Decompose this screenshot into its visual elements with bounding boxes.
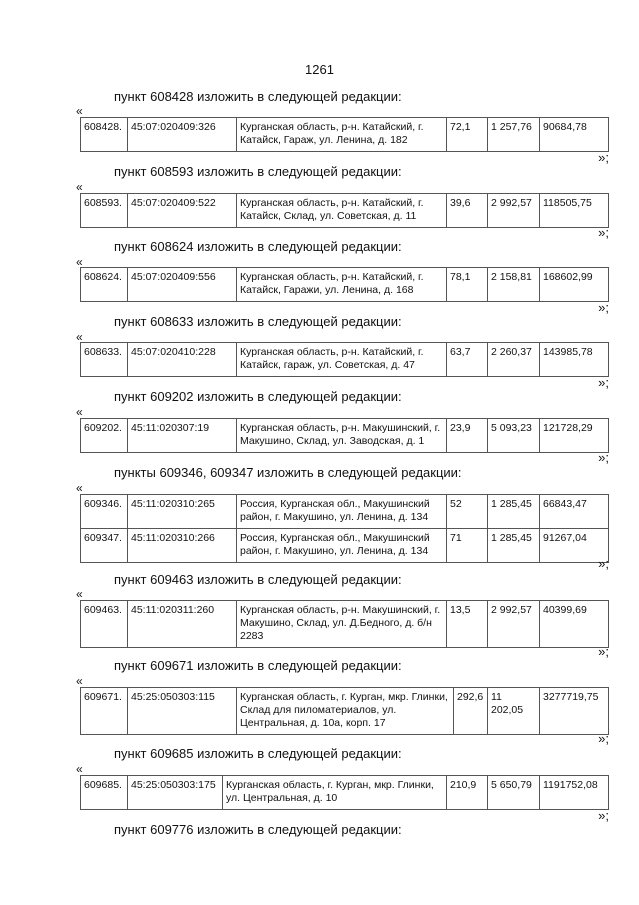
price-cell: 5 650,79 bbox=[488, 776, 540, 810]
table-row bbox=[81, 776, 609, 810]
address-cell: Курганская область, г. Курган, мкр. Глинки, Склад для пиломатериалов, ул. Центральная, д. 10а, корп. 17 bbox=[237, 688, 454, 735]
open-quote: « bbox=[76, 255, 83, 269]
area-cell: 13,5 bbox=[447, 601, 488, 648]
area-cell: 52 bbox=[447, 495, 488, 529]
address-cell: Курганская область, р-н. Макушинский, г. Макушино, Склад, ул. Заводская, д. 1 bbox=[237, 419, 447, 453]
total-value-cell: 91267,04 bbox=[540, 529, 609, 563]
row-number-cell: 609671. bbox=[81, 688, 128, 735]
area-cell: 292,6 bbox=[454, 688, 488, 735]
total-value-cell: 143985,78 bbox=[540, 343, 609, 377]
address-cell: Курганская область, р-н. Катайский, г. Катайск, Гаражи, ул. Ленина, д. 168 bbox=[237, 268, 447, 302]
registry-table bbox=[80, 117, 609, 152]
total-value-cell: 90684,78 bbox=[540, 118, 609, 152]
close-quote: »; bbox=[598, 225, 609, 240]
section-heading: пункт 609671 изложить в следующей редакции: bbox=[114, 658, 402, 673]
close-quote: »; bbox=[598, 556, 609, 571]
area-cell: 71 bbox=[447, 529, 488, 563]
price-cell: 11 202,05 bbox=[488, 688, 540, 735]
price-cell: 1 285,45 bbox=[488, 529, 540, 563]
price-cell: 2 158,81 bbox=[488, 268, 540, 302]
close-quote: »; bbox=[598, 731, 609, 746]
registry-table bbox=[80, 418, 609, 453]
cadastral-number-cell: 45:07:020409:556 bbox=[128, 268, 237, 302]
section-heading: пункт 609776 изложить в следующей редакции: bbox=[114, 822, 402, 837]
close-quote: »; bbox=[598, 450, 609, 465]
registry-table bbox=[80, 342, 609, 377]
row-number-cell: 609202. bbox=[81, 419, 128, 453]
close-quote: »; bbox=[598, 644, 609, 659]
address-cell: Курганская область, р-н. Катайский, г. Катайск, Гараж, ул. Ленина, д. 182 bbox=[237, 118, 447, 152]
address-cell: Россия, Курганская обл., Макушинский район, г. Макушино, ул. Ленина, д. 134 bbox=[237, 495, 447, 529]
page-number: 1261 bbox=[305, 62, 334, 77]
address-cell: Курганская область, г. Курган, мкр. Глинки, ул. Центральная, д. 10 bbox=[223, 776, 447, 810]
area-cell: 72,1 bbox=[447, 118, 488, 152]
address-cell: Курганская область, р-н. Катайский, г. Катайск, гараж, ул. Советская, д. 47 bbox=[237, 343, 447, 377]
row-number-cell: 608428. bbox=[81, 118, 128, 152]
cadastral-number-cell: 45:25:050303:175 bbox=[128, 776, 223, 810]
cadastral-number-cell: 45:07:020409:326 bbox=[128, 118, 237, 152]
row-number-cell: 608633. bbox=[81, 343, 128, 377]
close-quote: »; bbox=[598, 808, 609, 823]
open-quote: « bbox=[76, 674, 83, 688]
total-value-cell: 1191752,08 bbox=[540, 776, 609, 810]
area-cell: 39,6 bbox=[447, 194, 488, 228]
total-value-cell: 66843,47 bbox=[540, 495, 609, 529]
cadastral-number-cell: 45:11:020310:266 bbox=[128, 529, 237, 563]
area-cell: 23,9 bbox=[447, 419, 488, 453]
table-row bbox=[81, 419, 609, 453]
price-cell: 1 285,45 bbox=[488, 495, 540, 529]
price-cell: 2 992,57 bbox=[488, 194, 540, 228]
table-row bbox=[81, 529, 609, 563]
table-row bbox=[81, 268, 609, 302]
price-cell: 2 992,57 bbox=[488, 601, 540, 648]
cadastral-number-cell: 45:11:020310:265 bbox=[128, 495, 237, 529]
close-quote: »; bbox=[598, 375, 609, 390]
row-number-cell: 608624. bbox=[81, 268, 128, 302]
address-cell: Россия, Курганская обл., Макушинский район, г. Макушино, ул. Ленина, д. 134 bbox=[237, 529, 447, 563]
cadastral-number-cell: 45:07:020409:522 bbox=[128, 194, 237, 228]
area-cell: 210,9 bbox=[447, 776, 488, 810]
address-cell: Курганская область, р-н. Макушинский, г. Макушино, Склад, ул. Д.Бедного, д. б/н 2283 bbox=[237, 601, 447, 648]
open-quote: « bbox=[76, 180, 83, 194]
row-number-cell: 608593. bbox=[81, 194, 128, 228]
row-number-cell: 609347. bbox=[81, 529, 128, 563]
section-heading: пункт 609685 изложить в следующей редакции: bbox=[114, 746, 402, 761]
open-quote: « bbox=[76, 481, 83, 495]
area-cell: 78,1 bbox=[447, 268, 488, 302]
address-cell: Курганская область, р-н. Катайский, г. Катайск, Склад, ул. Советская, д. 11 bbox=[237, 194, 447, 228]
table-row bbox=[81, 688, 609, 735]
registry-table bbox=[80, 494, 609, 563]
section-heading: пункт 608428 изложить в следующей редакции: bbox=[114, 89, 402, 104]
cadastral-number-cell: 45:11:020311:260 bbox=[128, 601, 237, 648]
table-row bbox=[81, 495, 609, 529]
total-value-cell: 168602,99 bbox=[540, 268, 609, 302]
section-heading: пункт 608624 изложить в следующей редакции: bbox=[114, 239, 402, 254]
close-quote: »; bbox=[598, 150, 609, 165]
table-row bbox=[81, 601, 609, 648]
total-value-cell: 118505,75 bbox=[540, 194, 609, 228]
row-number-cell: 609685. bbox=[81, 776, 128, 810]
open-quote: « bbox=[76, 104, 83, 118]
registry-table bbox=[80, 775, 609, 810]
cadastral-number-cell: 45:07:020410:228 bbox=[128, 343, 237, 377]
price-cell: 2 260,37 bbox=[488, 343, 540, 377]
table-row bbox=[81, 343, 609, 377]
price-cell: 1 257,76 bbox=[488, 118, 540, 152]
row-number-cell: 609463. bbox=[81, 601, 128, 648]
section-heading: пункты 609346, 609347 изложить в следующей редакции: bbox=[114, 465, 462, 480]
registry-table bbox=[80, 687, 609, 735]
registry-table bbox=[80, 193, 609, 228]
total-value-cell: 121728,29 bbox=[540, 419, 609, 453]
cadastral-number-cell: 45:11:020307:19 bbox=[128, 419, 237, 453]
section-heading: пункт 609463 изложить в следующей редакции: bbox=[114, 572, 402, 587]
price-cell: 5 093,23 bbox=[488, 419, 540, 453]
registry-table bbox=[80, 267, 609, 302]
row-number-cell: 609346. bbox=[81, 495, 128, 529]
table-row bbox=[81, 118, 609, 152]
area-cell: 63,7 bbox=[447, 343, 488, 377]
cadastral-number-cell: 45:25:050303:115 bbox=[128, 688, 237, 735]
total-value-cell: 40399,69 bbox=[540, 601, 609, 648]
section-heading: пункт 608593 изложить в следующей редакции: bbox=[114, 164, 402, 179]
section-heading: пункт 609202 изложить в следующей редакции: bbox=[114, 389, 402, 404]
table-row bbox=[81, 194, 609, 228]
open-quote: « bbox=[76, 405, 83, 419]
total-value-cell: 3277719,75 bbox=[540, 688, 609, 735]
open-quote: « bbox=[76, 587, 83, 601]
open-quote: « bbox=[76, 330, 83, 344]
section-heading: пункт 608633 изложить в следующей редакции: bbox=[114, 314, 402, 329]
registry-table bbox=[80, 600, 609, 648]
close-quote: »; bbox=[598, 300, 609, 315]
open-quote: « bbox=[76, 762, 83, 776]
